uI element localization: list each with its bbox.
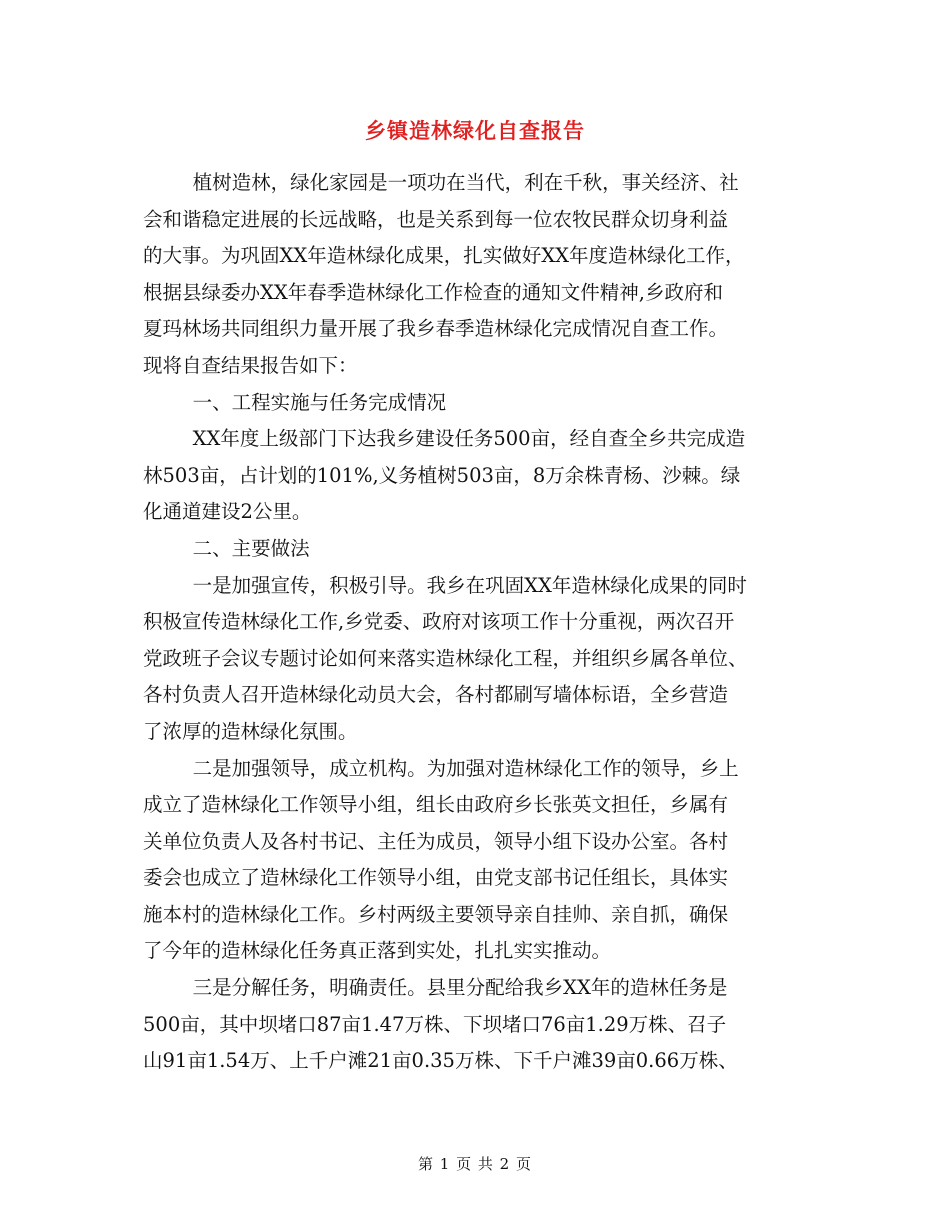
body-line: 会和谐稳定进展的长远战略，也是关系到每一位农牧民群众切身利益 bbox=[143, 207, 729, 231]
body-line: 一是加强宣传，积极引导。我乡在巩固XX年造林绿化成果的同时 bbox=[143, 573, 747, 597]
body-line: XX年度上级部门下达我乡建设任务500亩，经自查全乡共完成造 bbox=[143, 427, 746, 451]
section-heading: 一、工程实施与任务完成情况 bbox=[143, 390, 447, 414]
body-line: 了今年的造林绿化任务真正落到实处，扎扎实实推动。 bbox=[143, 939, 612, 963]
page-footer: 第 1 页 共 2 页 bbox=[418, 1155, 532, 1173]
body-line: 林503亩，占计划的101%,义务植树503亩，8万余株青杨、沙棘。绿 bbox=[143, 463, 741, 487]
body-line: 各村负责人召开造林绿化动员大会，各村都刷写墙体标语，全乡营造 bbox=[143, 683, 729, 707]
body-line: 三是分解任务，明确责任。县里分配给我乡XX年的造林任务是 bbox=[143, 976, 728, 1000]
body-line: 现将自查结果报告如下： bbox=[143, 353, 358, 377]
document-title: 乡镇造林绿化自查报告 bbox=[365, 118, 585, 143]
body-line: 积极宣传造林绿化工作,乡党委、政府对该项工作十分重视，两次召开 bbox=[143, 610, 735, 634]
body-line: 化通道建设2公里。 bbox=[143, 500, 312, 524]
body-line: 委会也成立了造林绿化工作领导小组，由党支部书记任组长，具体实 bbox=[143, 866, 729, 890]
body-line: 施本村的造林绿化工作。乡村两级主要领导亲自挂帅、亲自抓，确保 bbox=[143, 902, 729, 926]
section-heading: 二、主要做法 bbox=[143, 536, 310, 560]
body-line: 关单位负责人及各村书记、主任为成员，领导小组下设办公室。各村 bbox=[143, 829, 729, 853]
body-line: 500亩，其中坝堵口87亩1.47万株、下坝堵口76亩1.29万株、召子 bbox=[143, 1012, 727, 1036]
document-body bbox=[143, 165, 813, 1080]
body-line: 了浓厚的造林绿化氛围。 bbox=[143, 719, 358, 743]
body-line: 党政班子会议专题讨论如何来落实造林绿化工程，并组织乡属各单位、 bbox=[143, 646, 748, 670]
body-line: 植树造林，绿化家园是一项功在当代，利在千秋，事关经济、社 bbox=[143, 171, 739, 194]
body-line: 根据县绿委办XX年春季造林绿化工作检查的通知文件精神,乡政府和 bbox=[143, 280, 723, 304]
body-line: 二是加强领导，成立机构。为加强对造林绿化工作的领导，乡上 bbox=[143, 756, 739, 780]
body-line: 山91亩1.54万、上千户滩21亩0.35万株、下千户滩39亩0.66万株、 bbox=[143, 1049, 738, 1073]
body-line: 的大事。为巩固XX年造林绿化成果，扎实做好XX年度造林绿化工作， bbox=[143, 244, 745, 268]
body-line: 夏玛林场共同组织力量开展了我乡春季造林绿化完成情况自查工作。 bbox=[143, 317, 729, 341]
body-line: 成立了造林绿化工作领导小组，组长由政府乡长张英文担任，乡属有 bbox=[143, 793, 729, 817]
